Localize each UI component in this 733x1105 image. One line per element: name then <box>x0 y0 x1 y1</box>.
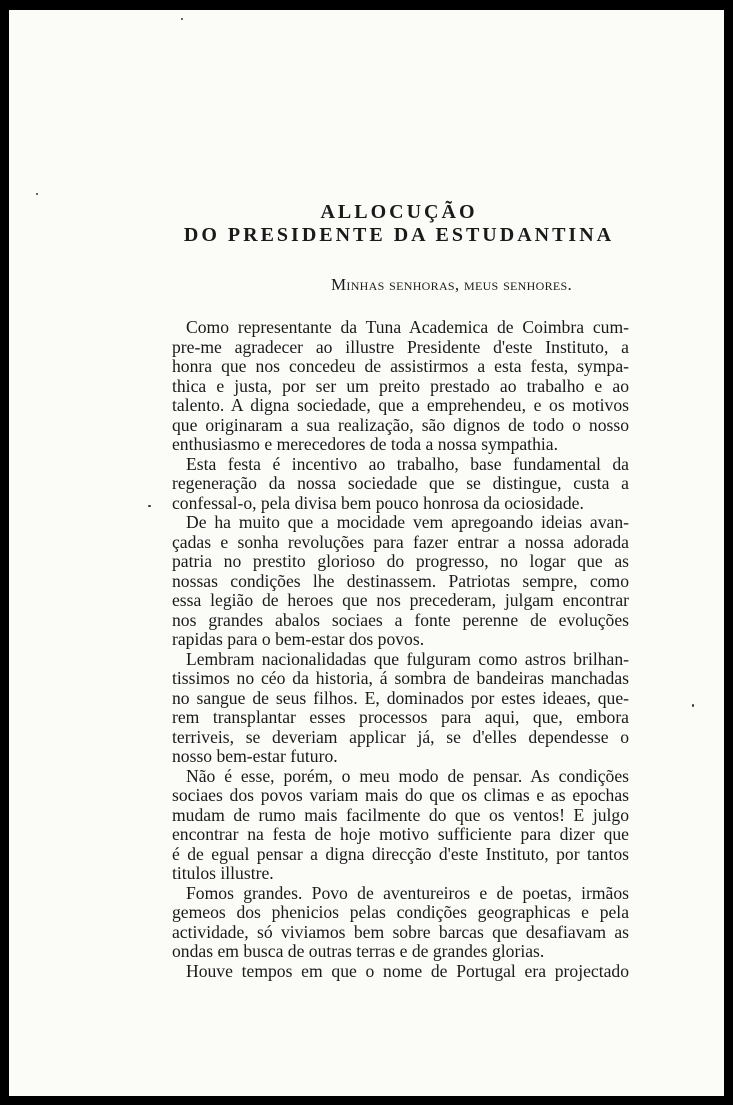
text-line: essa legião de heroes que nos precederam, julgam encontrar <box>172 590 629 610</box>
text-line: nossas condições lhe destinassem. Patriotas sempre, como <box>172 570 629 591</box>
text-line: Esta festa é incentivo ao trabalho, base fundamental da <box>186 453 629 474</box>
text-line: que originaram a sua realização, são dignos de todo o nosso <box>172 414 629 435</box>
text-line: thica e justa, por ser um preito prestado ao trabalho e ao <box>172 375 629 396</box>
text-line: Não é esse, porém, o meu modo de pensar. As condições <box>186 765 629 786</box>
text-line: Fomos grandes. Povo de aventureiros e de poetas, irmãos <box>186 882 629 903</box>
text-line: no sangue de seus filhos. E, dominados por estes ideaes, que- <box>172 687 629 708</box>
text-line: confessal-o, pela divisa bem pouco honrosa da ociosidade. <box>172 492 584 513</box>
scan-speck <box>692 704 694 707</box>
scan-speck <box>181 18 183 20</box>
text-line: tissimos no céo da historia, á sombra de bandeiras manchadas <box>172 668 629 688</box>
text-line: Lembram nacionalidadas que fulguram como astros brilhan- <box>186 648 629 669</box>
text-line: enthusiasmo e merecedores de toda a nossa sympathia. <box>172 434 558 454</box>
text-line: mudam de rumo mais facilmente do que os ventos! E julgo <box>172 804 629 825</box>
text-line: ondas em busca de outras terras e de grandes glorias. <box>172 941 545 961</box>
text-line: gemeos dos phenicios pelas condições geographicas e pela <box>172 902 629 922</box>
scan-speck <box>148 505 151 507</box>
text-line: rapidas para o bem-estar dos povos. <box>172 629 425 649</box>
page-title <box>9 201 724 247</box>
text-line: é de egual pensar a digna direcção d'este Instituto, por tantos <box>172 843 629 864</box>
text-line: sociaes dos povos variam mais do que os climas e as epochas <box>172 785 629 805</box>
text-line: terriveis, se deveriam applicar já, se d'elles dependesse o <box>172 726 629 747</box>
salutation: Minhas senhoras, meus senhores. <box>331 275 573 294</box>
text-line: nos grandes abalos sociaes a fonte perenne de evoluções <box>172 609 629 630</box>
text-line: regeneração da nossa sociedade que se distingue, custa a <box>172 473 629 493</box>
text-line: actividade, só viviamos bem sobre barcas que desafiavam as <box>172 921 629 942</box>
speech-body <box>172 318 629 981</box>
scan-speck <box>36 193 38 195</box>
title-line-1: ALLOCUÇÃO <box>320 201 478 223</box>
text-line: honra que nos concedeu de assistirmos a esta festa, sympa- <box>172 356 629 376</box>
text-line: talento. A digna sociedade, que a emprehendeu, e os motivos <box>172 395 629 415</box>
text-line: rem transplantar esses processos para aqui, que, embora <box>172 707 629 727</box>
text-line: nosso bem-estar futuro. <box>172 746 338 766</box>
text-line: patria no prestito glorioso do progresso, no logar que as <box>172 551 629 571</box>
text-line: encontrar na festa de hoje motivo sufficiente para dizer que <box>172 824 629 844</box>
text-line: pre-me agradecer ao illustre Presidente d'este Instituto, a <box>172 336 629 357</box>
text-line: De ha muito que a mocidade vem apregoando ideias avan- <box>186 512 629 532</box>
text-line: titulos illustre. <box>172 863 274 883</box>
document-page <box>9 10 724 1096</box>
text-line: çadas e sonha revoluções para fazer entrar a nossa adorada <box>172 531 629 552</box>
text-line: Houve tempos em que o nome de Portugal era projectado <box>186 960 629 981</box>
text-line: Como representante da Tuna Academica de Coimbra cum- <box>186 317 629 337</box>
title-line-2: DO PRESIDENTE DA ESTUDANTINA <box>183 224 615 246</box>
